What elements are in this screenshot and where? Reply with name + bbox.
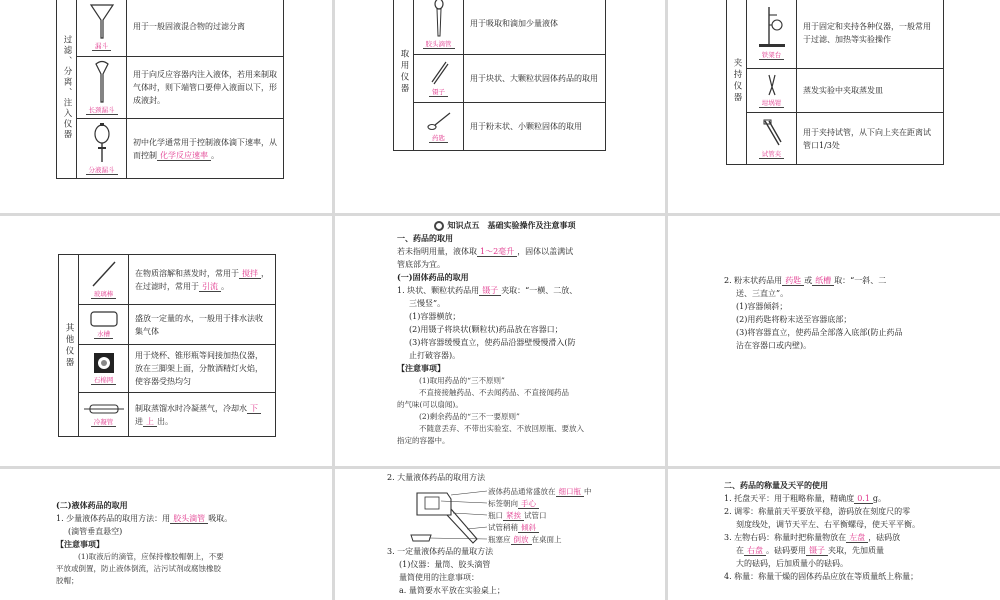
blank-drain: 引流 <box>199 282 221 292</box>
blank-paper-trough: 纸槽 <box>812 276 834 286</box>
category-cell: 夹持仪器 <box>727 0 747 165</box>
slide-liquid-reagents: (二)液体药品的取用 1. 少量液体药品的取用方法：用 胶头滴管 吸取。 (滴管垂直悬空) 【注意事项】 (1)取液后的滴管，应保持橡胶帽朝上，不要 平放或倒置，防止液体倒流，沾污试剂或腐蚀橡胶 胶帽； <box>0 469 332 600</box>
blank-stir: 搅拌 <box>239 269 261 279</box>
slide-powder-reagents: 2. 粉末状药品用 药匙 或 纸槽 取：“一斜、二 送、三直立”。 (1)容器倾斜； (2)用药匙将粉末送至容器底部； (3)将容器直立，使药品全部落入底部(防止药品 沾在容器口或内壁)。 <box>668 216 1000 466</box>
long-neck-funnel-cell: 长颈漏斗 <box>77 57 127 119</box>
water-trough-icon <box>89 310 119 328</box>
blank-weights-tweezers: 镊子 <box>806 546 828 556</box>
blank-left-pan: 左盘 <box>846 533 868 543</box>
knowledge-title: 知识点五 基础实验操作及注意事项 <box>397 219 612 232</box>
separatory-funnel-icon <box>92 122 112 164</box>
funnel-icon <box>89 2 115 40</box>
blank-precision: 0.1 <box>854 494 873 504</box>
iron-stand-cell: 铁架台 <box>747 0 797 69</box>
knot-icon <box>434 221 444 231</box>
slide-holding-instruments <box>668 0 1000 213</box>
blank-out: 上 <box>143 417 157 427</box>
instrument-table-filter: 过滤、分离、注入仪器 漏斗 用于一般固液混合物的过滤分离 长颈漏斗 用于向反应容器内注入液体，若用来制取气体时，则下端管口要伸入液面以下，形成液封。 分液漏斗 初中化学通常用于控制液体滴下速率，从而控制 化学反应速率 。 <box>56 0 284 179</box>
instrument-table-other: 其他仪器 玻璃棒 在物质溶解和蒸发时，常用于 搅拌 ， 在过滤时，常用于 引流 。 水槽 盛放一定量的水，一般用于排水法收集气体 石棉网 用于烧杯、锥形瓶等间接加热仪器，放在三脚架上面，分散酒精灯火焰，使容器受热均匀 冷凝管 制取蒸馏水时冷凝蒸气，冷却水 下 进 上 出。 <box>58 254 276 437</box>
tweezers-icon <box>428 60 450 86</box>
slide-other-instruments <box>0 216 332 466</box>
pouring-diagram <box>407 485 487 547</box>
test-tube-holder-cell: 试管夹 <box>747 113 797 165</box>
long-neck-funnel-icon <box>92 60 112 104</box>
blank-tweezers: 镊子 <box>479 286 501 296</box>
instrument-table-holding: 夹持仪器 铁架台 用于固定和夹持各种仪器，一般常用于过滤、加热等实验操作 坩埚钳 蒸发实验中夹取蒸发皿 试管夹 用于夹持试管，从下向上夹在距离试管口1/3处 <box>726 0 944 165</box>
slide-knowledge-point-5: 知识点五 基础实验操作及注意事项 一、药品的取用 若未指明用量，液体取 1～2毫升 ，固体以盖满试 管底部为宜。 (一)固体药品的取用 1. 块状、颗粒状药品用 镊子 夹取：“一横、二放、 三慢竖”。 (1)容器横放； (2)用镊子将块状(颗粒状)药品放在容器口； (3)将容器缓慢直立，使药品沿器壁慢慢滑入(防 止打破容器)。 【注意事项】 (1)取用药品的“三不原则” 不直接接触药品、不去闻药品、不直接闻药品 的气味(可以扇闻)。 (2)剩余药品的“三不一要原则” 不随意丢弃、不带出实验室、不放回原瓶、要放入 指定的容器中。 <box>335 216 665 466</box>
slide-taking-instruments <box>335 0 665 213</box>
asbestos-net-cell: 石棉网 <box>79 345 129 393</box>
blank-reaction-rate: 化学反应速率 <box>157 151 211 161</box>
blank-liquid-amount: 1～2毫升 <box>477 247 517 257</box>
dropper-icon <box>432 0 446 38</box>
dropper-cell: 胶头滴管 <box>414 0 464 55</box>
glass-rod-cell: 玻璃棒 <box>79 255 129 305</box>
tweezers-cell: 镊子 <box>414 55 464 103</box>
separatory-funnel-cell: 分液漏斗 <box>77 119 127 179</box>
funnel-cell: 漏斗 <box>77 0 127 57</box>
spatula-cell: 药匙 <box>414 103 464 151</box>
test-tube-holder-icon <box>761 118 783 148</box>
category-cell: 过滤、分离、注入仪器 <box>57 0 77 179</box>
crucible-tongs-cell: 坩埚钳 <box>747 69 797 113</box>
instrument-table-taking: 取用仪器 胶头滴管 用于吸取和滴加少量液体 镊子 用于块状、大颗粒状固体药品的取用 药匙 用于粉末状、小颗粒固体的取用 <box>393 0 606 151</box>
blank-right-pan: 右盘 <box>744 546 766 556</box>
blank-spatula: 药匙 <box>782 276 804 286</box>
crucible-tongs-icon <box>765 73 779 97</box>
asbestos-net-icon <box>92 352 116 374</box>
category-cell: 其他仪器 <box>59 255 79 437</box>
category-cell: 取用仪器 <box>394 0 414 151</box>
condenser-icon <box>84 402 124 416</box>
condenser-cell: 冷凝管 <box>79 393 129 437</box>
blank-dropper: 胶头滴管 <box>170 514 208 524</box>
slide-weighing: 二、药品的称量及天平的使用 1. 托盘天平：用于粗略称量，精确度 0.1 g。 2. 调零：称量前天平要放平稳，游码放在刻度尺的零 刻度线处，调节天平左、右平衡螺母，使天平平衡。 3. 左物右码：称量时把称量物放在 左盘 ，砝码放 在 右盘 。砝码要用 镊子 夹取，先加质量 大的砝码，后加质量小的砝码。 4. 称量：称量干燥的固体药品应放在等质量纸上称量； <box>668 469 1000 600</box>
iron-stand-icon <box>757 5 787 49</box>
glass-rod-icon <box>89 260 119 288</box>
spatula-icon <box>426 110 452 132</box>
water-trough-cell: 水槽 <box>79 305 129 345</box>
slide-filter-instruments <box>0 0 332 213</box>
blank-in: 下 <box>247 404 261 414</box>
slide-bulk-liquid: 2. 大量液体药品的取用方法 液体药品通常盛放在 细口瓶 中 标签朝向 手心 瓶口 紧挨 试管口 试管稍稍 倾斜 瓶塞应 倒放 在桌面上 3. 一定量液体药品的量取方法 (1)仪器：量筒、胶头滴管 量筒使用的注意事项： a. 量筒要水平放在实验桌上； <box>335 469 665 600</box>
